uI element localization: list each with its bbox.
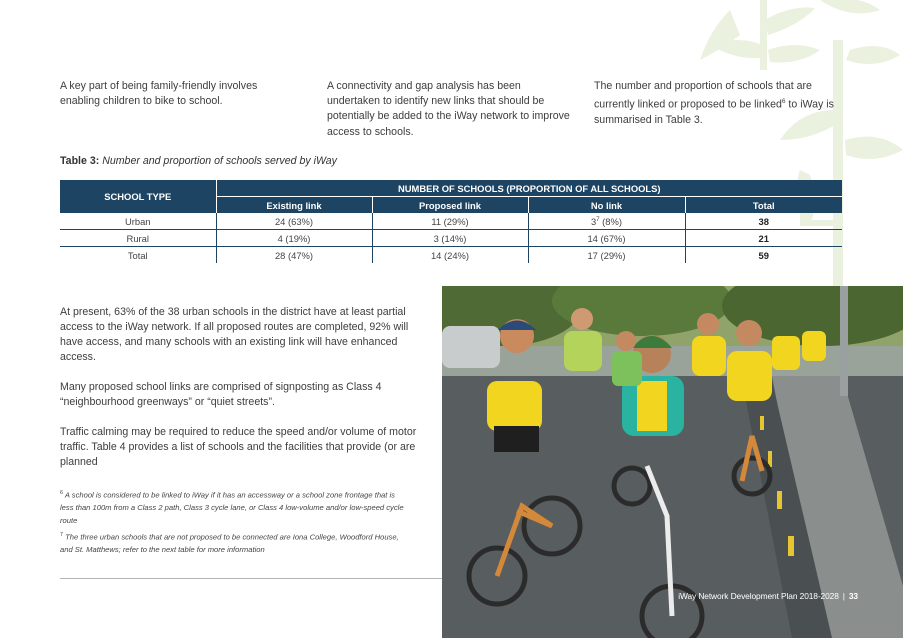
cell-existing: 28 (47%) <box>216 247 372 264</box>
cell-total: 38 <box>685 213 842 230</box>
cell-no-link: 14 (67%) <box>528 230 685 247</box>
cell-existing: 4 (19%) <box>216 230 372 247</box>
intro-column-3 <box>594 79 844 128</box>
cell-proposed: 11 (29%) <box>372 213 528 230</box>
schools-table <box>60 180 842 263</box>
body-paragraph-1: At present, 63% of the 38 urban schools in the district have at least partial access to the iWay network. If all proposed routes are completed, 92% will have access, and many schools with an existing link will have enhanced access. <box>60 306 409 363</box>
footnote-ref-7[interactable]: 7 <box>596 216 600 223</box>
header-no-link: No link <box>528 197 685 214</box>
cell-proposed: 3 (14%) <box>372 230 528 247</box>
school-cyclists-photo <box>442 286 903 638</box>
header-school-type: SCHOOL TYPE <box>60 180 216 213</box>
table-row <box>60 213 842 230</box>
header-existing-link: Existing link <box>216 197 372 214</box>
intro-text-1: A key part of being family-friendly involves enabling children to bike to school. <box>60 80 258 108</box>
page-footer <box>678 591 858 601</box>
intro-text-3a: The number and proportion of schools that are currently linked or proposed to be linked <box>594 80 812 111</box>
footnote-7 <box>60 529 405 557</box>
footnote-7-text: The three urban schools that are not proposed to be connected are Iona College, Woodford House, and St. Matthews; refer to the next table for more information <box>60 532 399 555</box>
intro-column-1 <box>60 79 300 109</box>
table-caption-text: Number and proportion of schools served by iWay <box>99 155 337 167</box>
footer-document-title: iWay Network Development Plan 2018-2028 <box>678 591 839 601</box>
footnote-ref-6[interactable]: 6 <box>781 98 786 106</box>
header-proposed-link: Proposed link <box>372 197 528 214</box>
table-row <box>60 247 842 264</box>
cell-no-link <box>528 213 685 230</box>
page-number: 33 <box>848 591 858 601</box>
table-caption <box>60 155 337 167</box>
row-type: Rural <box>60 230 216 247</box>
cell-no-link-value: 3 <box>591 215 597 227</box>
photo-illustration <box>442 286 903 638</box>
row-type: Total <box>60 247 216 264</box>
cell-total: 21 <box>685 230 842 247</box>
footnote-6 <box>60 487 405 528</box>
intro-column-2 <box>327 79 572 140</box>
footnote-7-number: 7 <box>60 532 64 538</box>
row-type: Urban <box>60 213 216 230</box>
body-paragraph-3: Traffic calming may be required to reduce the speed and/or volume of motor traffic. Table 4 provides a list of schools and the facilities that provide (or are planned <box>60 426 417 468</box>
cell-total: 59 <box>758 249 769 261</box>
cell-no-link: 17 (29%) <box>528 247 685 264</box>
cell-proposed: 14 (24%) <box>372 247 528 264</box>
table-row <box>60 230 842 247</box>
header-total: Total <box>685 197 842 214</box>
cell-existing: 24 (63%) <box>216 213 372 230</box>
footnote-6-number: 6 <box>60 490 64 496</box>
cell-no-link-pct: (8%) <box>599 215 622 227</box>
footer-separator: | <box>842 591 845 601</box>
intro-text-2: A connectivity and gap analysis has been undertaken to identify new links that should be potentially be added to the iWay network to improve access to schools. <box>327 80 570 138</box>
header-number-of-schools: NUMBER OF SCHOOLS (PROPORTION OF ALL SCHOOLS) <box>216 180 842 197</box>
body-paragraph-2: Many proposed school links are comprised of signposting as Class 4 “neighbourhood greenways” or “quiet streets”. <box>60 381 382 408</box>
intro-text-3b: to iWay is summarised in Table 3. <box>594 98 834 126</box>
table-caption-label: Table 3: <box>60 155 100 167</box>
footnote-6-text: A school is considered to be linked to iWay if it has an accessway or a school zone frontage that is less than 100m from a Class 2 path, Class 3 cycle lane, or Class 4 low-volume and/or low-speed cycle route <box>60 490 404 526</box>
